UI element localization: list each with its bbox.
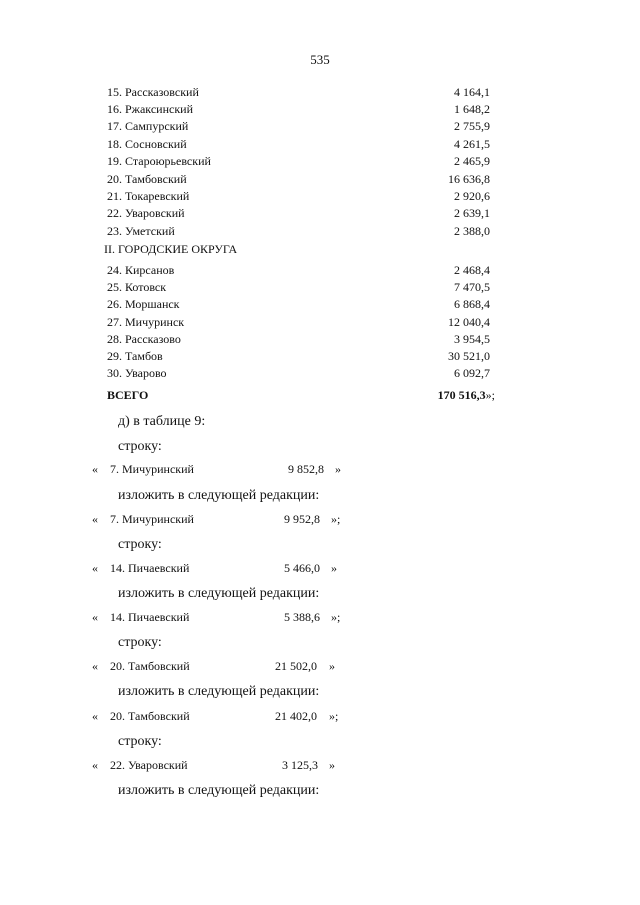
instruction-replace: изложить в следующей редакции: [118,783,320,798]
amendment-value: 5 388,6 [284,610,320,624]
row-name: 29. Тамбов [107,349,163,363]
amendment-name: 7. Мичуринский [110,462,194,476]
amendment-name: 14. Пичаевский [110,610,190,624]
amendment-value: 9 852,8 [288,462,324,476]
section-heading: II. ГОРОДСКИЕ ОКРУГА [104,242,238,256]
amendment-value: 5 466,0 [284,561,320,575]
quote-open: « [92,709,98,723]
row-value: 4 261,5 [454,137,490,151]
amendment-value: 21 502,0 [275,659,317,673]
row-name: 18. Сосновский [107,137,187,151]
instruction-line: строку: [118,734,162,749]
row-name: 28. Рассказово [107,332,181,346]
row-value: 2 639,1 [454,206,490,220]
row-value: 4 164,1 [454,85,490,99]
instruction-table9: д) в таблице 9: [118,414,206,429]
row-value: 2 755,9 [454,119,490,133]
row-value: 12 040,4 [448,315,490,329]
amendment-name: 20. Тамбовский [110,659,190,673]
amendment-name: 20. Тамбовский [110,709,190,723]
instruction-replace: изложить в следующей редакции: [118,488,320,503]
instruction-line: строку: [118,635,162,650]
row-value: 2 465,9 [454,154,490,168]
row-name: 15. Рассказовский [107,85,199,99]
total-label: ВСЕГО [107,388,149,402]
quote-open: « [92,512,98,526]
page-number: 535 [310,52,330,67]
row-value: 2 468,4 [454,263,490,277]
row-name: 27. Мичуринск [107,315,185,329]
quote-open: « [92,659,98,673]
quote-close: »; [331,610,341,624]
row-value: 2 920,6 [454,189,490,203]
quote-open: « [92,462,98,476]
instruction-line: строку: [118,537,162,552]
row-name: 26. Моршанск [107,297,180,311]
row-value: 1 648,2 [454,102,490,116]
quote-open: « [92,610,98,624]
row-value: 6 092,7 [454,366,490,380]
row-name: 25. Котовск [107,280,167,294]
quote-close: »; [331,512,341,526]
amendment-value: 3 125,3 [282,758,318,772]
quote-close: » [329,659,335,673]
amendment-name: 22. Уваровский [110,758,188,772]
row-name: 21. Токаревский [107,189,190,203]
row-name: 16. Ржаксинский [107,102,193,116]
total-suffix: »; [485,388,495,402]
row-name: 20. Тамбовский [107,172,187,186]
row-name: 24. Кирсанов [107,263,175,277]
amendment-name: 14. Пичаевский [110,561,190,575]
row-value: 7 470,5 [454,280,490,294]
row-value: 16 636,8 [448,172,490,186]
quote-open: « [92,758,98,772]
total-amount: 170 516,3 [437,388,486,402]
quote-close: » [335,462,341,476]
row-value: 30 521,0 [448,349,490,363]
quote-open: « [92,561,98,575]
row-value: 3 954,5 [454,332,490,346]
quote-close: » [329,758,335,772]
row-value: 2 388,0 [454,224,490,238]
row-name: 19. Староюрьевский [107,154,211,168]
amendment-value: 21 402,0 [275,709,317,723]
amendment-name: 7. Мичуринский [110,512,194,526]
total-value [438,387,495,403]
instruction-replace: изложить в следующей редакции: [118,684,320,699]
row-value: 6 868,4 [454,297,490,311]
quote-close: » [331,561,337,575]
row-name: 23. Уметский [107,224,175,238]
instruction-line: строку: [118,439,162,454]
row-name: 30. Уварово [107,366,167,380]
instruction-replace: изложить в следующей редакции: [118,586,320,601]
amendment-value: 9 952,8 [284,512,320,526]
row-name: 17. Сампурский [107,119,189,133]
quote-close: »; [329,709,339,723]
row-name: 22. Уваровский [107,206,185,220]
